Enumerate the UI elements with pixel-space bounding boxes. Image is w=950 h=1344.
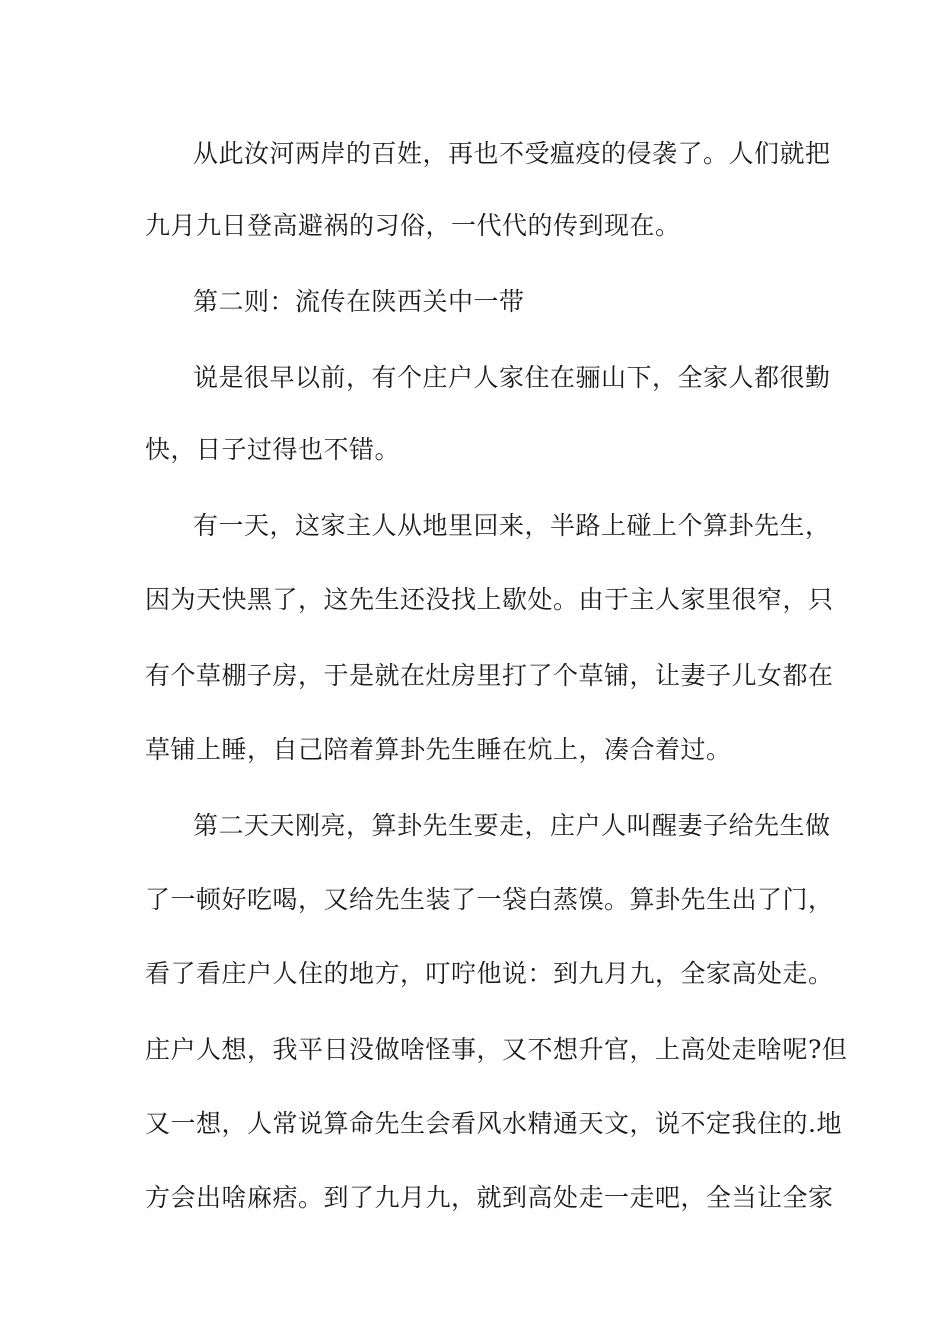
paragraph-line-13: 又一想，人常说算命先生会看风水精通天文，说不定我住的.地 <box>145 1109 842 1138</box>
paragraph-line-11: 看了看庄户人住的地方，叮咛他说：到九月九，全家高处走。 <box>145 959 834 988</box>
section-heading: 第二则：流传在陕西关中一带 <box>193 287 525 316</box>
paragraph-line-4: 快，日子过得也不错。 <box>145 435 401 464</box>
paragraph-line-10: 了一顿好吃喝，又给先生装了一袋白蒸馍。算卦先生出了门， <box>145 885 834 914</box>
paragraph-line-6: 因为天快黑了，这先生还没找上歇处。由于主人家里很窄，只 <box>145 585 834 614</box>
paragraph-line-12: 庄户人想，我平日没做啥怪事，又不想升官，上高处走啥呢?但 <box>145 1035 848 1064</box>
paragraph-line-8: 草铺上睡，自己陪着算卦先生睡在炕上，凑合着过。 <box>145 735 732 764</box>
paragraph-line-3: 说是很早以前，有个庄户人家住在骊山下，全家人都很勤 <box>193 363 831 392</box>
paragraph-line-2: 九月九日登高避祸的习俗，一代代的传到现在。 <box>145 211 681 240</box>
paragraph-line-9: 第二天天刚亮，算卦先生要走，庄户人叫醒妻子给先生做 <box>193 811 831 840</box>
paragraph-line-7: 有个草棚子房，于是就在灶房里打了个草铺，让妻子儿女都在 <box>145 661 834 690</box>
paragraph-line-14: 方会出啥麻痞。到了九月九，就到高处走一走吧，全当让全家 <box>145 1183 834 1212</box>
paragraph-line-5: 有一天，这家主人从地里回来，半路上碰上个算卦先生， <box>193 511 831 540</box>
paragraph-line-1: 从此汝河两岸的百姓，再也不受瘟疫的侵袭了。人们就把 <box>193 139 831 168</box>
